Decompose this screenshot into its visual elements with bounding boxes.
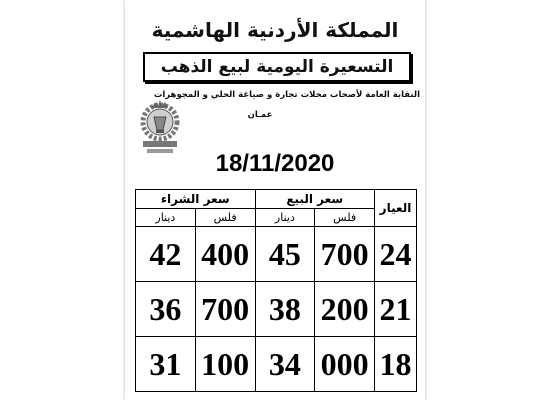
buy-dinar-cell: 31 (136, 337, 196, 392)
union-name: النقابة العامة لأصحاب محلات تجارة و صياغة الحلي و المجوهرات (153, 90, 420, 100)
buy-dinar-cell: 42 (136, 227, 196, 282)
karat-header: العيار (375, 190, 417, 227)
sell-fils-cell: 000 (315, 337, 375, 392)
table-row (136, 282, 417, 337)
daily-price-title: التسعيرة اليومية لبيع الذهب (143, 52, 411, 82)
country-heading: المملكة الأردنية الهاشمية (151, 18, 399, 42)
sell-dinar-cell: 38 (255, 282, 315, 337)
buy-fils-label: فلس (195, 209, 255, 227)
sell-fils-cell: 700 (315, 227, 375, 282)
sell-fils-label: فلس (315, 209, 375, 227)
table-row (136, 227, 417, 282)
sell-price-header: سعر البيع (255, 190, 375, 209)
buy-fils-cell: 400 (195, 227, 255, 282)
karat-cell: 24 (375, 227, 417, 282)
sell-dinar-label: دينار (255, 209, 315, 227)
buy-fils-cell: 100 (195, 337, 255, 392)
gold-price-table (135, 189, 417, 392)
karat-cell: 18 (375, 337, 417, 392)
table-row (136, 337, 417, 392)
buy-fils-cell: 700 (195, 282, 255, 337)
buy-dinar-label: دينار (136, 209, 196, 227)
price-date: 18/11/2020 (215, 150, 335, 177)
buy-price-header: سعر الشراء (136, 190, 256, 209)
price-sheet-page (125, 0, 425, 400)
city-name: عمـان (247, 110, 273, 120)
buy-dinar-cell: 36 (136, 282, 196, 337)
sell-fils-cell: 200 (315, 282, 375, 337)
sell-dinar-cell: 45 (255, 227, 315, 282)
karat-cell: 21 (375, 282, 417, 337)
sell-dinar-cell: 34 (255, 337, 315, 392)
